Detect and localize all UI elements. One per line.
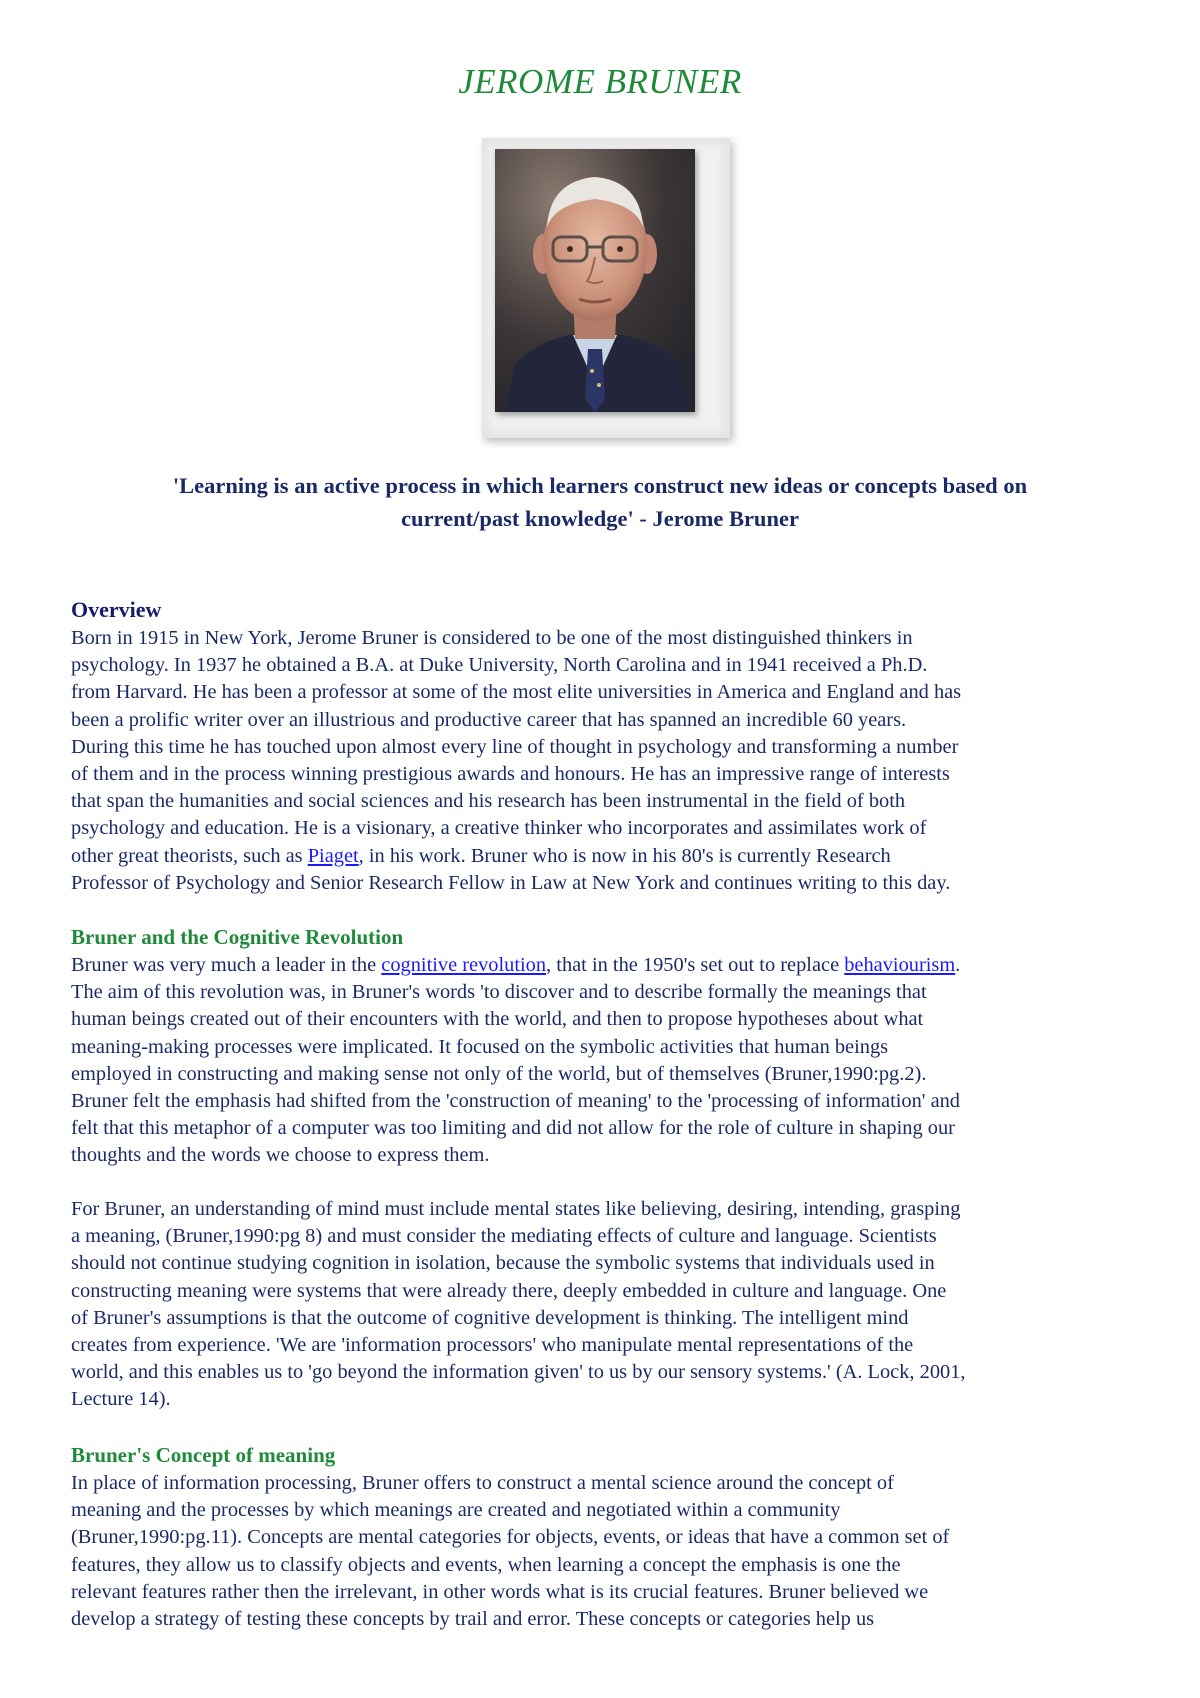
overview-line: of them and in the process winning prestigious awards and honours. He has an impressive range of interests <box>71 763 950 786</box>
meaning-line: meaning and the processes by which meanings are created and negotiated within a community <box>71 1499 841 1522</box>
mind-line: constructing meaning were systems that were already there, deeply embedded in culture and language. One <box>71 1279 947 1302</box>
portrait-photo <box>495 149 695 412</box>
cognitive-revolution-heading: Bruner and the Cognitive Revolution <box>71 925 404 949</box>
cognitive-line: thoughts and the words we choose to express them. <box>71 1144 490 1167</box>
concept-of-meaning-heading: Bruner's Concept of meaning <box>71 1443 336 1467</box>
overview-text: , in his work. Bruner who is now in his 80's is currently Research <box>358 844 891 867</box>
overview-line: psychology and education. He is a visionary, a creative thinker who incorporates and assimilates work of <box>71 817 927 840</box>
concept-of-meaning-paragraph <box>71 1470 1151 1633</box>
cognitive-line: meaning-making processes were implicated. It focused on the symbolic activities that human beings <box>71 1035 889 1058</box>
overview-text: other great theorists, such as <box>71 844 308 867</box>
portrait-illustration <box>495 149 695 412</box>
portrait-frame <box>482 138 730 438</box>
overview-line: Born in 1915 in New York, Jerome Bruner is considered to be one of the most distinguished thinkers in <box>71 627 913 649</box>
mind-line: world, and this enables us to 'go beyond the information given' to us by our sensory systems.' (A. Lock, 2001, <box>71 1361 966 1384</box>
overview-line: Professor of Psychology and Senior Research Fellow in Law at New York and continues writing to this day. <box>71 871 951 894</box>
mind-line: a meaning, (Bruner,1990:pg 8) and must consider the mediating effects of culture and language. Scientists <box>71 1225 937 1248</box>
behaviourism-link[interactable]: behaviourism <box>844 954 956 976</box>
cognitive-text: . <box>955 954 961 976</box>
overview-line: that span the humanities and social sciences and his research has been instrumental in the field of both <box>71 790 906 813</box>
overview-line: psychology. In 1937 he obtained a B.A. at Duke University, North Carolina and in 1941 received a Ph.D. <box>71 654 928 677</box>
cognitive-text: , that in the 1950's set out to replace <box>546 954 845 976</box>
meaning-line: features, they allow us to classify objects and events, when learning a concept the emphasis is one the <box>71 1553 901 1576</box>
meaning-line: (Bruner,1990:pg.11). Concepts are mental categories for objects, events, or ideas that have a common set of <box>71 1526 950 1549</box>
cognitive-line: The aim of this revolution was, in Bruner's words 'to discover and to describe formally the meanings that <box>71 981 927 1004</box>
overview-line <box>71 843 1151 870</box>
overview-line: During this time he has touched upon almost every line of thought in psychology and transforming a number <box>71 735 959 758</box>
cognitive-revolution-paragraph <box>71 952 1151 1170</box>
cognitive-line <box>71 952 1151 979</box>
cognitive-line: human beings created out of their encounters with the world, and then to propose hypotheses about what <box>71 1008 924 1031</box>
overview-paragraph <box>71 625 1151 897</box>
mind-line: should not continue studying cognition in isolation, because the symbolic systems that individuals used in <box>71 1252 935 1275</box>
mind-line: of Bruner's assumptions is that the outcome of cognitive development is thinking. The intelligent mind <box>71 1306 909 1329</box>
mind-paragraph <box>71 1196 1151 1414</box>
overview-heading: Overview <box>71 597 162 622</box>
mind-line: Lecture 14). <box>71 1388 171 1411</box>
piaget-link[interactable]: Piaget <box>307 844 359 867</box>
cognitive-line: Bruner felt the emphasis had shifted from the 'construction of meaning' to the 'processing of information' and <box>71 1090 961 1113</box>
overview-line: from Harvard. He has been a professor at some of the most elite universities in America and England and has <box>71 681 962 704</box>
bruner-quote <box>70 469 1130 535</box>
quote-line-1: 'Learning is an active process in which learners construct new ideas or concepts based on <box>172 473 1028 498</box>
page-title: JEROME BRUNER <box>458 62 742 101</box>
mind-line: creates from experience. 'We are 'information processors' who manipulate mental representations of the <box>71 1334 914 1357</box>
quote-line-2: current/past knowledge' - Jerome Bruner <box>401 506 799 531</box>
cognitive-line: employed in constructing and making sense not only of the world, but of themselves (Bruner,1990:pg.2). <box>71 1062 927 1085</box>
cognitive-line: felt that this metaphor of a computer was too limiting and did not allow for the role of culture in shaping our <box>71 1117 955 1140</box>
cognitive-text: Bruner was very much a leader in the <box>71 954 382 976</box>
meaning-line: develop a strategy of testing these concepts by trail and error. These concepts or categories help us <box>71 1608 875 1631</box>
cognitive-revolution-link[interactable]: cognitive revolution <box>381 954 547 976</box>
mind-line: For Bruner, an understanding of mind must include mental states like believing, desiring, intending, grasping <box>71 1198 961 1220</box>
meaning-line: In place of information processing, Bruner offers to construct a mental science around the concept of <box>71 1472 894 1494</box>
meaning-line: relevant features rather then the irrelevant, in other words what is its crucial features. Bruner believed we <box>71 1580 929 1603</box>
overview-line: been a prolific writer over an illustrious and productive career that has spanned an incredible 60 years. <box>71 708 907 731</box>
